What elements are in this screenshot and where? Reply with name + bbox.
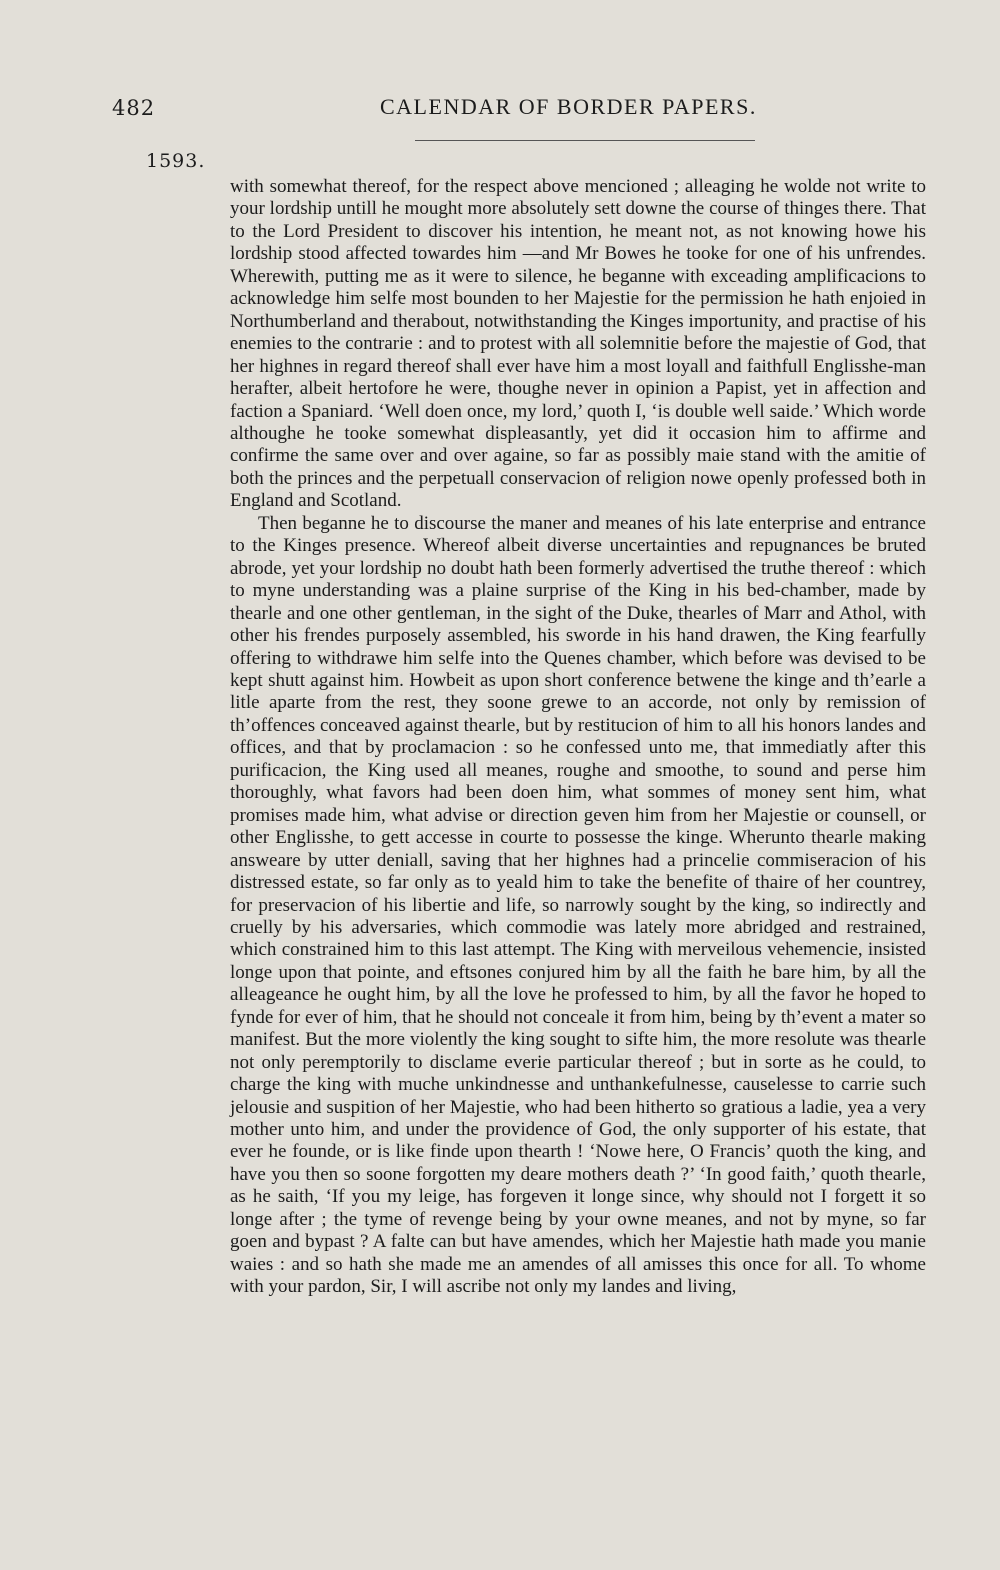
header-rule <box>415 140 755 141</box>
body-text <box>230 176 926 1299</box>
page-header <box>0 88 1000 128</box>
paragraph-1: with somewhat thereof, for the respect above mencioned ; alleaging he wolde not write to your lordship untill he mought more absolutely sett downe the course of thinges there. That to the Lord President to discover his intention, he meant not, as not knowing howe his lordship stood affected towardes him —and Mr Bowes he tooke for one of his unfrendes. Wherewith, putting me as it were to silence, he beganne with exceading amplificacions to acknowledge him selfe most bounden to her Majestie for the permission he hath enjoied in Northumberland and therabout, notwithstanding the Kinges importunity, and practise of his enemies to the contrarie : and to protest with all solemnitie before the majestie of God, that her highnes in regard thereof shall ever have him a most loyall and faithfull Englisshe-man herafter, albeit hertofore he were, thoughe never in opinion a Papist, yet in affection and faction a Spaniard. ‘Well doen once, my lord,’ quoth I, ‘is double well saide.’ Which worde althoughe he tooke somewhat displeasantly, yet did it occasion him to affirme and confirme the same over and over againe, so far as possibly maie stand with the amitie of both the princes and the perpetuall conservacion of religion nowe openly professed both in England and Scotland. <box>230 176 926 512</box>
running-title: CALENDAR OF BORDER PAPERS. <box>380 94 757 119</box>
page-number: 482 <box>112 96 156 120</box>
margin-year: 1593. <box>146 150 206 172</box>
paragraph-2: Then beganne he to discourse the maner and meanes of his late enterprise and entrance to the Kinges presence. Whereof albeit diverse uncertainties and repugnances be bruted abrode, yet your lordship no doubt hath been formerly advertised the truthe thereof : which to myne understanding was a plaine surprise of the King in his bed-chamber, made by thearle and one other gentleman, in the sight of the Duke, thearles of Marr and Athol, with other his frendes purposely assembled, his sworde in his hand drawen, the King fearfully offering to withdrawe him selfe into the Quenes chamber, which before was devised to be kept shutt against him. Howbeit as upon short conference betwene the kinge and th’earle a litle aparte from the rest, they soone grewe to an accorde, not only by remission of th’offences conceaved against thearle, but by restitucion of him to all his honors landes and offices, and that by proclamacion : so he confessed unto me, that immediatly after this purificacion, the King used all meanes, roughe and smoothe, to sound and perse him thoroughly, what favors had been doen him, what sommes of money sent him, what promises made him, what advise or direction geven him from her Majestie or counsell, or other Englisshe, to gett accesse in courte to possesse the kinge. Wherunto thearle making answeare by utter deniall, saving that her highnes had a princelie commiseracion of his distressed estate, so far only as to yeald him to take the benefite of thaire of her countrey, for preservacion of his libertie and life, so narrowly sought by the king, so indirectly and cruelly by his adversaries, which commodie was lately more abridged and restrained, which constrained him to this last attempt. The King with merveilous vehemencie, insisted longe upon that pointe, and eftsones conjured him by all the faith he bare him, by all the alleageance he ought him, by all the love he professed to him, by all the favor he hoped to fynde for ever of him, that he should not conceale it from him, being by th’event a mater so manifest. But the more violently the king sought to sifte him, the more resolute was thearle not only peremptorily to disclame everie particular thereof ; but in sorte as he could, to charge the king with muche unkindnesse and unthankefulnesse, causelesse to carrie such jelousie and suspition of her Majestie, who had been hitherto so gratious a ladie, yea a very mother unto him, and under the providence of God, the only supporter of his estate, that ever he founde, or is like finde upon thearth ! ‘Nowe here, O Francis’ quoth the king, and have you then so soone forgotten my deare mothers death ?’ ‘In good faith,’ quoth thearle, as he saith, ‘If you my leige, has forgeven it longe since, why should not I forgett it so longe after ; the tyme of revenge being by your owne meanes, and not by myne, so far goen and bypast ? A falte can but have amendes, which her Majestie hath made you manie waies : and so hath she made me an amendes of all amisses this once for all. To whome with your pardon, Sir, I will ascribe not only my landes and living, <box>230 512 926 1298</box>
